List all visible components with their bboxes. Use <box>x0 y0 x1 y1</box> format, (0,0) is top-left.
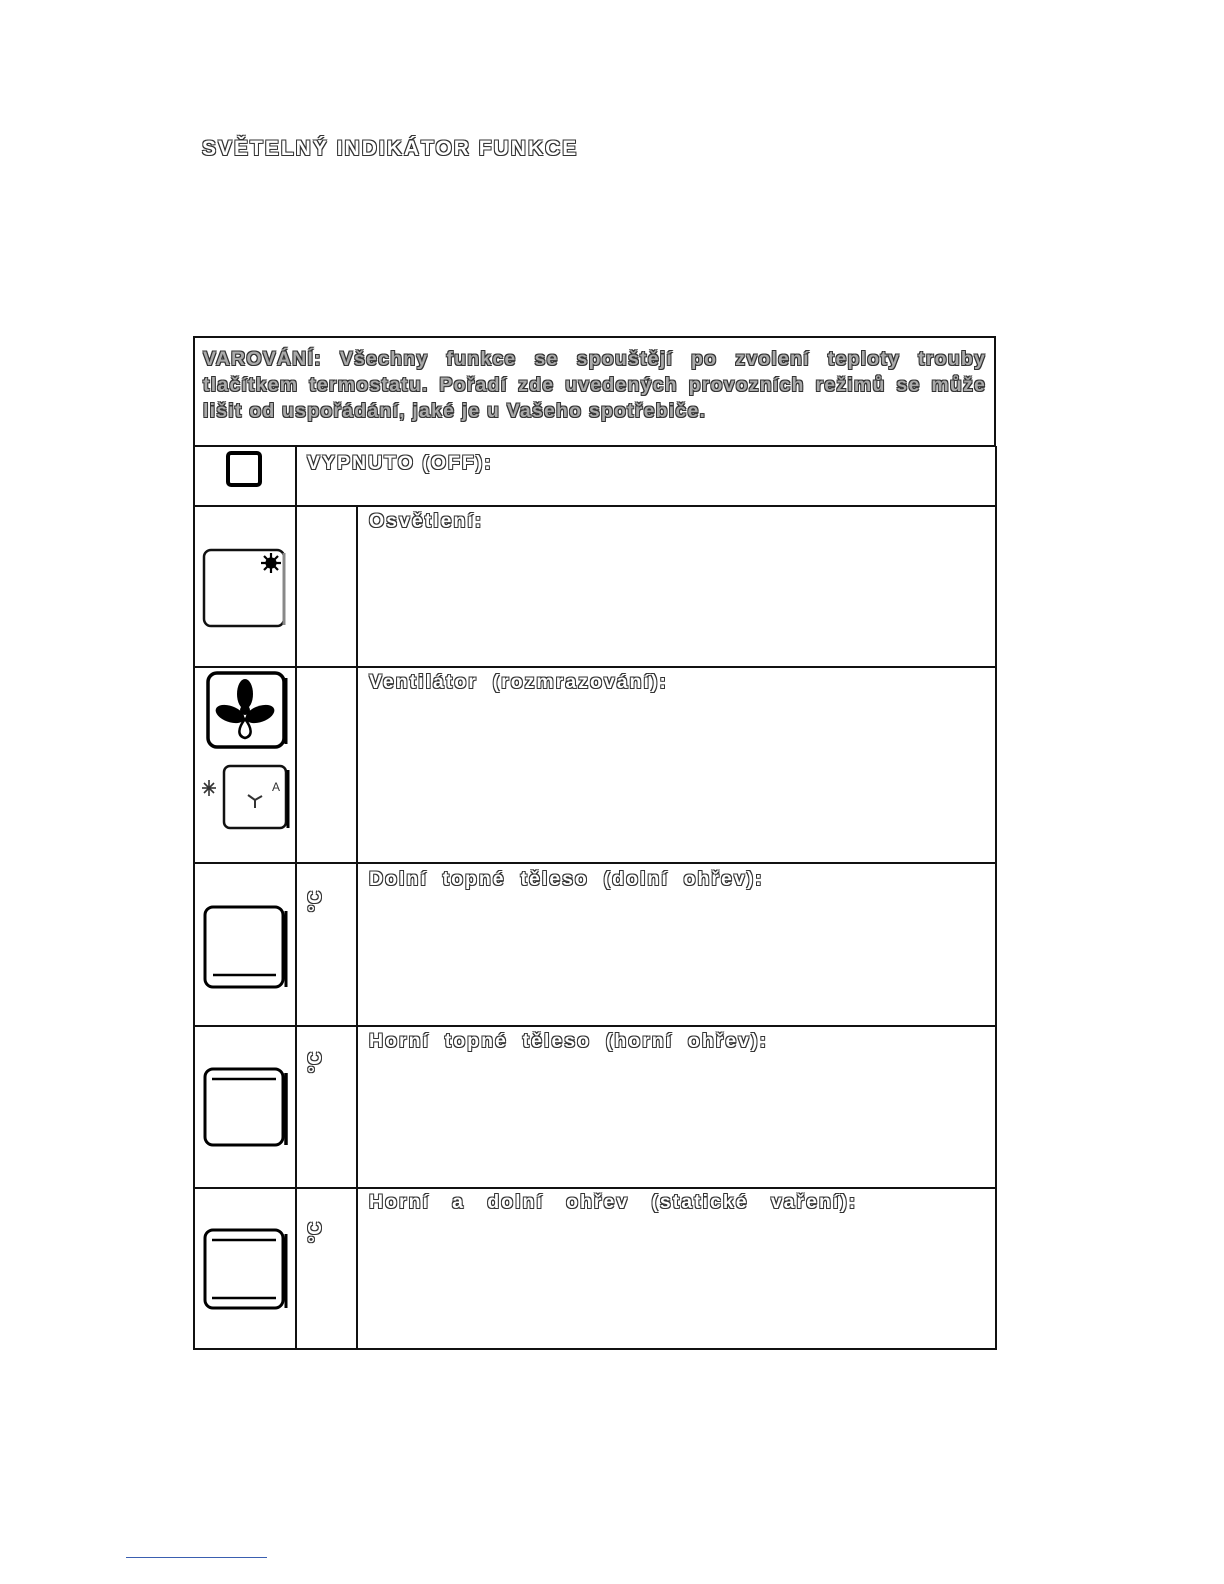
row-label-bottom-heat: Dolní topné těleso (dolní ohřev): <box>369 868 764 890</box>
page-title: SVĚTELNÝ INDIKÁTOR FUNKCE <box>202 137 579 160</box>
degree-label-bottom: °C <box>305 889 325 912</box>
degree-label-top: °C <box>305 1050 325 1073</box>
svg-text:A: A <box>272 780 281 794</box>
footer-link-underline[interactable] <box>126 1557 267 1558</box>
degree-label-top-bottom: °C <box>305 1220 325 1243</box>
top-heat-icon <box>200 1065 292 1151</box>
top-bottom-heat-icon <box>200 1226 292 1314</box>
row-label-top-heat: Horní topné těleso (horní ohřev): <box>369 1030 769 1052</box>
bottom-heat-icon <box>200 903 292 995</box>
light-icon <box>200 545 292 631</box>
row-label-light: Osvětlení: <box>369 510 484 532</box>
warning-text: VAROVÁNÍ: Všechny funkce se spouštějí po zvolení teploty trouby tlačítkem termostatu. Pořadí zde uvedených provozních režimů se může lišit od uspořádání, jaké je u Vašeho spotřebiče. <box>203 348 986 422</box>
warning-box <box>193 336 996 447</box>
fan-defrost-icon <box>200 670 294 836</box>
off-square-icon <box>224 449 266 489</box>
row-label-top-bottom-heat: Horní a dolní ohřev (statické vaření): <box>369 1191 858 1213</box>
row-label-fan: Ventilátor (rozmrazování): <box>369 671 668 693</box>
row-label-off: VYPNUTO (OFF): <box>307 452 493 474</box>
